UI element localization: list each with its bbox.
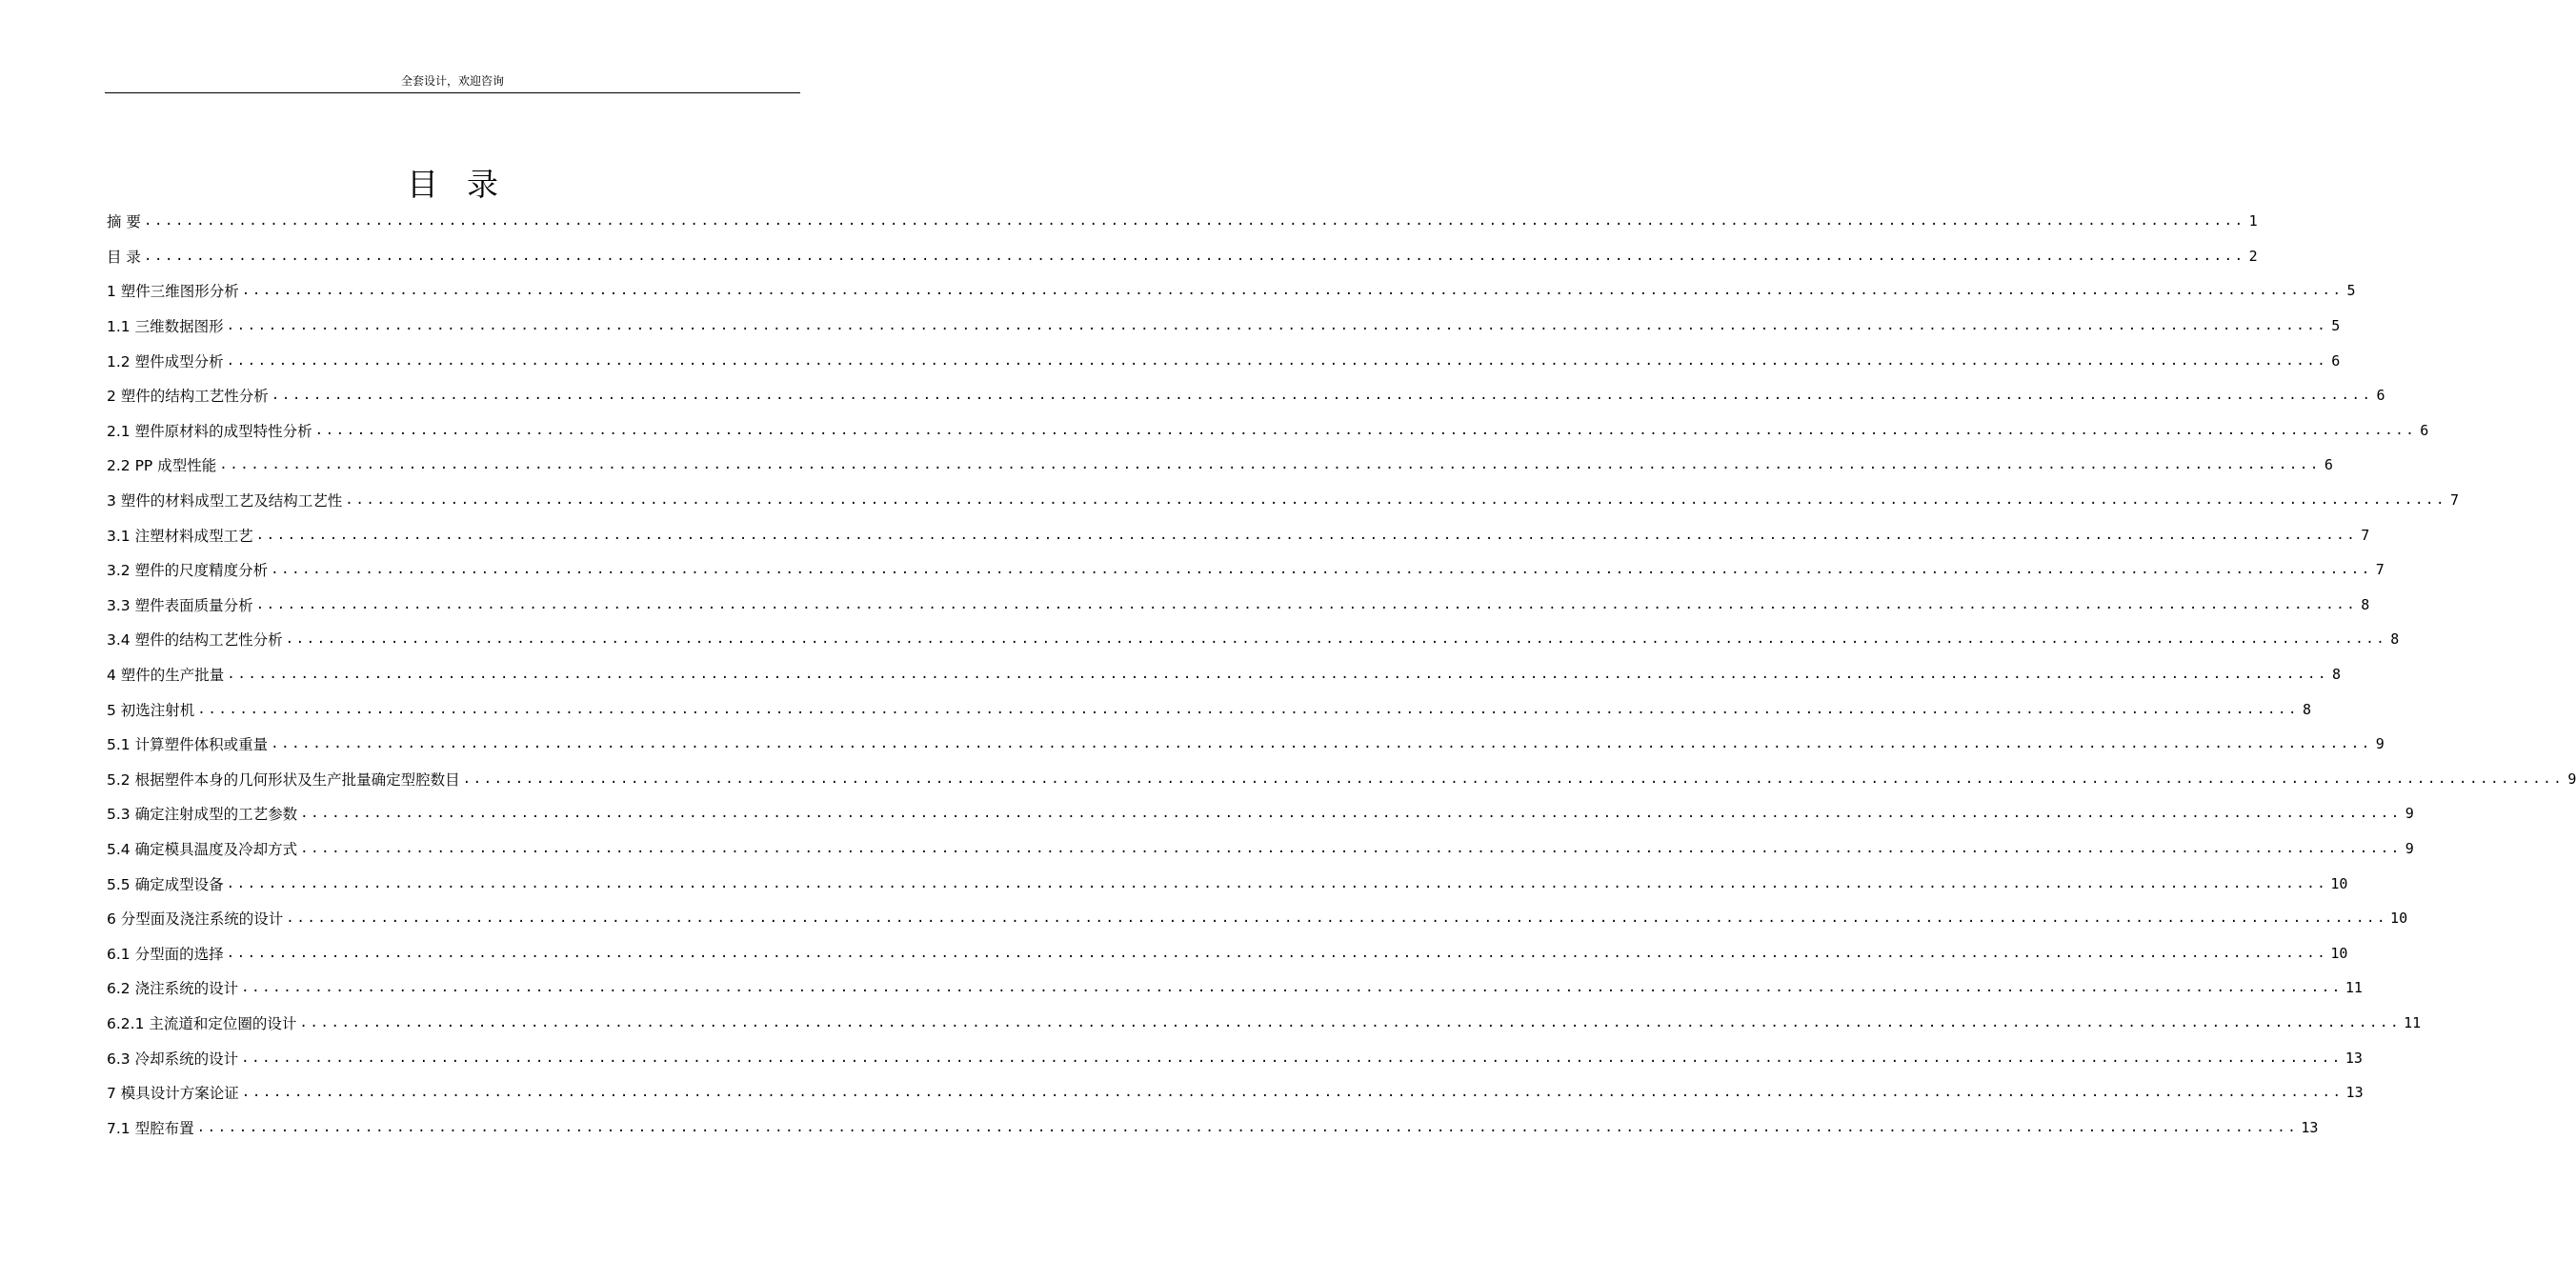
toc-entry-page-number: 8: [2332, 666, 2342, 684]
toc-leader-dots: ........................................................................................................................................................................................................: [241, 980, 2343, 996]
toc-entry[interactable]: [107, 204, 2258, 239]
toc-leader-dots: ........................................................................................................................................................................................................: [143, 213, 2245, 230]
toc-entry-page-number: 7: [2361, 526, 2370, 544]
toc-entry-page-number: 10: [2330, 874, 2348, 892]
toc-entry-page-number: 6: [2331, 351, 2341, 370]
toc-entry-page-number: 7: [2375, 561, 2385, 579]
toc-entry[interactable]: [107, 273, 2356, 309]
toc-entry-page-number: 6: [2376, 387, 2385, 405]
toc-entry-page-number: 6: [2324, 456, 2333, 474]
toc-entry-page-number: 7: [2450, 491, 2460, 510]
toc-leader-dots: ........................................................................................................................................................................................................: [226, 318, 2328, 334]
toc-entry[interactable]: [107, 657, 2342, 692]
toc-entry-label: 6.1 分型面的选择: [107, 945, 224, 963]
toc-leader-dots: ........................................................................................................................................................................................................: [462, 770, 2565, 787]
toc-leader-dots: ........................................................................................................................................................................................................: [271, 388, 2373, 404]
toc-entry-label: 5.3 确定注射成型的工艺参数: [107, 806, 298, 824]
toc-entry[interactable]: [107, 483, 2460, 518]
toc-leader-dots: ........................................................................................................................................................................................................: [345, 492, 2447, 509]
toc-entry[interactable]: [107, 1006, 2422, 1041]
toc-entry-page-number: 6: [2420, 421, 2429, 439]
toc-leader-dots: ........................................................................................................................................................................................................: [197, 701, 2300, 717]
toc-entry[interactable]: [107, 901, 2408, 936]
toc-entry-page-number: 2: [2248, 247, 2258, 265]
page-title: 目录: [407, 166, 527, 203]
toc-entry-page-number: 8: [2390, 630, 2400, 649]
toc-entry-page-number: 10: [2390, 910, 2408, 928]
toc-leader-dots: ........................................................................................................................................................................................................: [255, 527, 2358, 543]
toc-entry[interactable]: [107, 517, 2370, 552]
toc-entry-label: 1.1 三维数据图形: [107, 318, 224, 336]
toc-entry-page-number: 8: [2361, 595, 2370, 613]
toc-leader-dots: ........................................................................................................................................................................................................: [196, 1119, 2299, 1135]
toc-entry-label: 1.2 塑件成型分析: [107, 352, 224, 370]
toc-leader-dots: ........................................................................................................................................................................................................: [219, 457, 2321, 473]
toc-entry-page-number: 8: [2303, 700, 2312, 718]
toc-entry[interactable]: [107, 866, 2348, 901]
toc-entry-page-number: 13: [2345, 1084, 2364, 1102]
toc-leader-dots: ........................................................................................................................................................................................................: [271, 562, 2372, 578]
toc-entry-label: 5 初选注射机: [107, 701, 195, 719]
toc-leader-dots: ........................................................................................................................................................................................................: [285, 631, 2387, 648]
toc-entry-label: 6 分型面及浇注系统的设计: [107, 910, 284, 929]
toc-leader-dots: ........................................................................................................................................................................................................: [300, 806, 2402, 822]
page-header: 全套设计，欢迎咨询: [400, 74, 504, 88]
toc-leader-dots: ........................................................................................................................................................................................................: [286, 910, 2388, 927]
toc-entry-page-number: 9: [2375, 735, 2385, 753]
toc-entry-label: 3.4 塑件的结构工艺性分析: [107, 631, 283, 650]
toc-leader-dots: ........................................................................................................................................................................................................: [227, 667, 2329, 683]
toc-entry-label: 3 塑件的材料成型工艺及结构工艺性: [107, 492, 343, 510]
toc-entry[interactable]: [107, 239, 2258, 274]
toc-entry-label: 2.1 塑件原材料的成型特性分析: [107, 422, 312, 440]
toc-entry[interactable]: [107, 622, 2400, 657]
toc-entry-label: 7.1 型腔布置: [107, 1119, 194, 1137]
toc-entry-label: 5.5 确定成型设备: [107, 875, 224, 893]
toc-leader-dots: ........................................................................................................................................................................................................: [299, 1014, 2402, 1030]
toc-entry-label: 2 塑件的结构工艺性分析: [107, 388, 269, 406]
toc-entry-label: 摘 要: [107, 213, 141, 231]
toc-entry-label: 7 模具设计方案论证: [107, 1085, 239, 1103]
toc-entry-page-number: 13: [2345, 1049, 2363, 1067]
toc-entry-page-number: 9: [2405, 805, 2414, 823]
toc-entry-label: 5.1 计算塑件体积或重量: [107, 736, 269, 754]
toc-entry-page-number: 11: [2345, 979, 2363, 997]
toc-entry-label: 1 塑件三维图形分析: [107, 283, 239, 301]
toc-leader-dots: ........................................................................................................................................................................................................: [241, 1085, 2344, 1101]
toc-entry-page-number: 10: [2330, 944, 2348, 962]
toc-leader-dots: ........................................................................................................................................................................................................: [271, 736, 2372, 752]
toc-entry-page-number: 11: [2404, 1013, 2422, 1031]
toc-leader-dots: ........................................................................................................................................................................................................: [241, 1050, 2343, 1066]
toc-leader-dots: ........................................................................................................................................................................................................: [241, 283, 2344, 299]
header-divider: [105, 92, 800, 93]
toc-leader-dots: ........................................................................................................................................................................................................: [226, 945, 2328, 961]
toc-entry[interactable]: [107, 413, 2429, 449]
toc-entry[interactable]: [107, 970, 2363, 1006]
toc-entry-page-number: 5: [2331, 317, 2341, 335]
toc-entry[interactable]: [107, 1110, 2319, 1145]
toc-entry[interactable]: [107, 552, 2385, 588]
toc-leader-dots: ........................................................................................................................................................................................................: [143, 248, 2245, 264]
toc-entry-label: 6.2.1 主流道和定位圈的设计: [107, 1014, 297, 1032]
toc-entry[interactable]: [107, 378, 2385, 413]
toc-entry[interactable]: [107, 1075, 2364, 1110]
toc-entry[interactable]: [107, 343, 2341, 378]
toc-leader-dots: ........................................................................................................................................................................................................: [300, 840, 2402, 856]
toc-entry-page-number: 1: [2248, 212, 2258, 230]
toc-leader-dots: ........................................................................................................................................................................................................: [226, 875, 2328, 891]
toc-leader-dots: ........................................................................................................................................................................................................: [226, 352, 2328, 369]
toc-entry-label: 5.4 确定模具温度及冷却方式: [107, 840, 298, 858]
toc-entry-page-number: 9: [2405, 839, 2414, 857]
table-of-contents: [107, 204, 2576, 1145]
toc-leader-dots: ........................................................................................................................................................................................................: [255, 596, 2358, 612]
toc-entry-label: 3.3 塑件表面质量分析: [107, 596, 253, 614]
toc-entry[interactable]: [107, 762, 2576, 797]
toc-entry-label: 6.2 浇注系统的设计: [107, 980, 239, 998]
toc-entry-label: 5.2 根据塑件本身的几何形状及生产批量确定型腔数目: [107, 770, 460, 789]
toc-entry[interactable]: [107, 448, 2333, 483]
toc-entry-label: 3.1 注塑材料成型工艺: [107, 527, 253, 545]
toc-entry-page-number: 13: [2301, 1118, 2319, 1136]
toc-entry-label: 2.2 PP 成型性能: [107, 457, 217, 475]
toc-entry[interactable]: [107, 831, 2414, 867]
toc-entry-page-number: 5: [2346, 282, 2356, 300]
toc-leader-dots: ........................................................................................................................................................................................................: [314, 422, 2417, 438]
toc-entry[interactable]: [107, 309, 2341, 344]
toc-entry[interactable]: [107, 796, 2414, 831]
toc-entry-label: 3.2 塑件的尺度精度分析: [107, 562, 269, 580]
toc-entry-page-number: 9: [2567, 770, 2576, 788]
toc-entry[interactable]: [107, 727, 2385, 762]
toc-entry-label: 6.3 冷却系统的设计: [107, 1050, 239, 1068]
toc-entry[interactable]: [107, 588, 2370, 623]
toc-entry[interactable]: [107, 1040, 2363, 1075]
toc-entry-label: 目 录: [107, 248, 141, 266]
toc-entry-label: 4 塑件的生产批量: [107, 667, 225, 685]
toc-entry[interactable]: [107, 935, 2348, 970]
toc-entry[interactable]: [107, 691, 2312, 727]
